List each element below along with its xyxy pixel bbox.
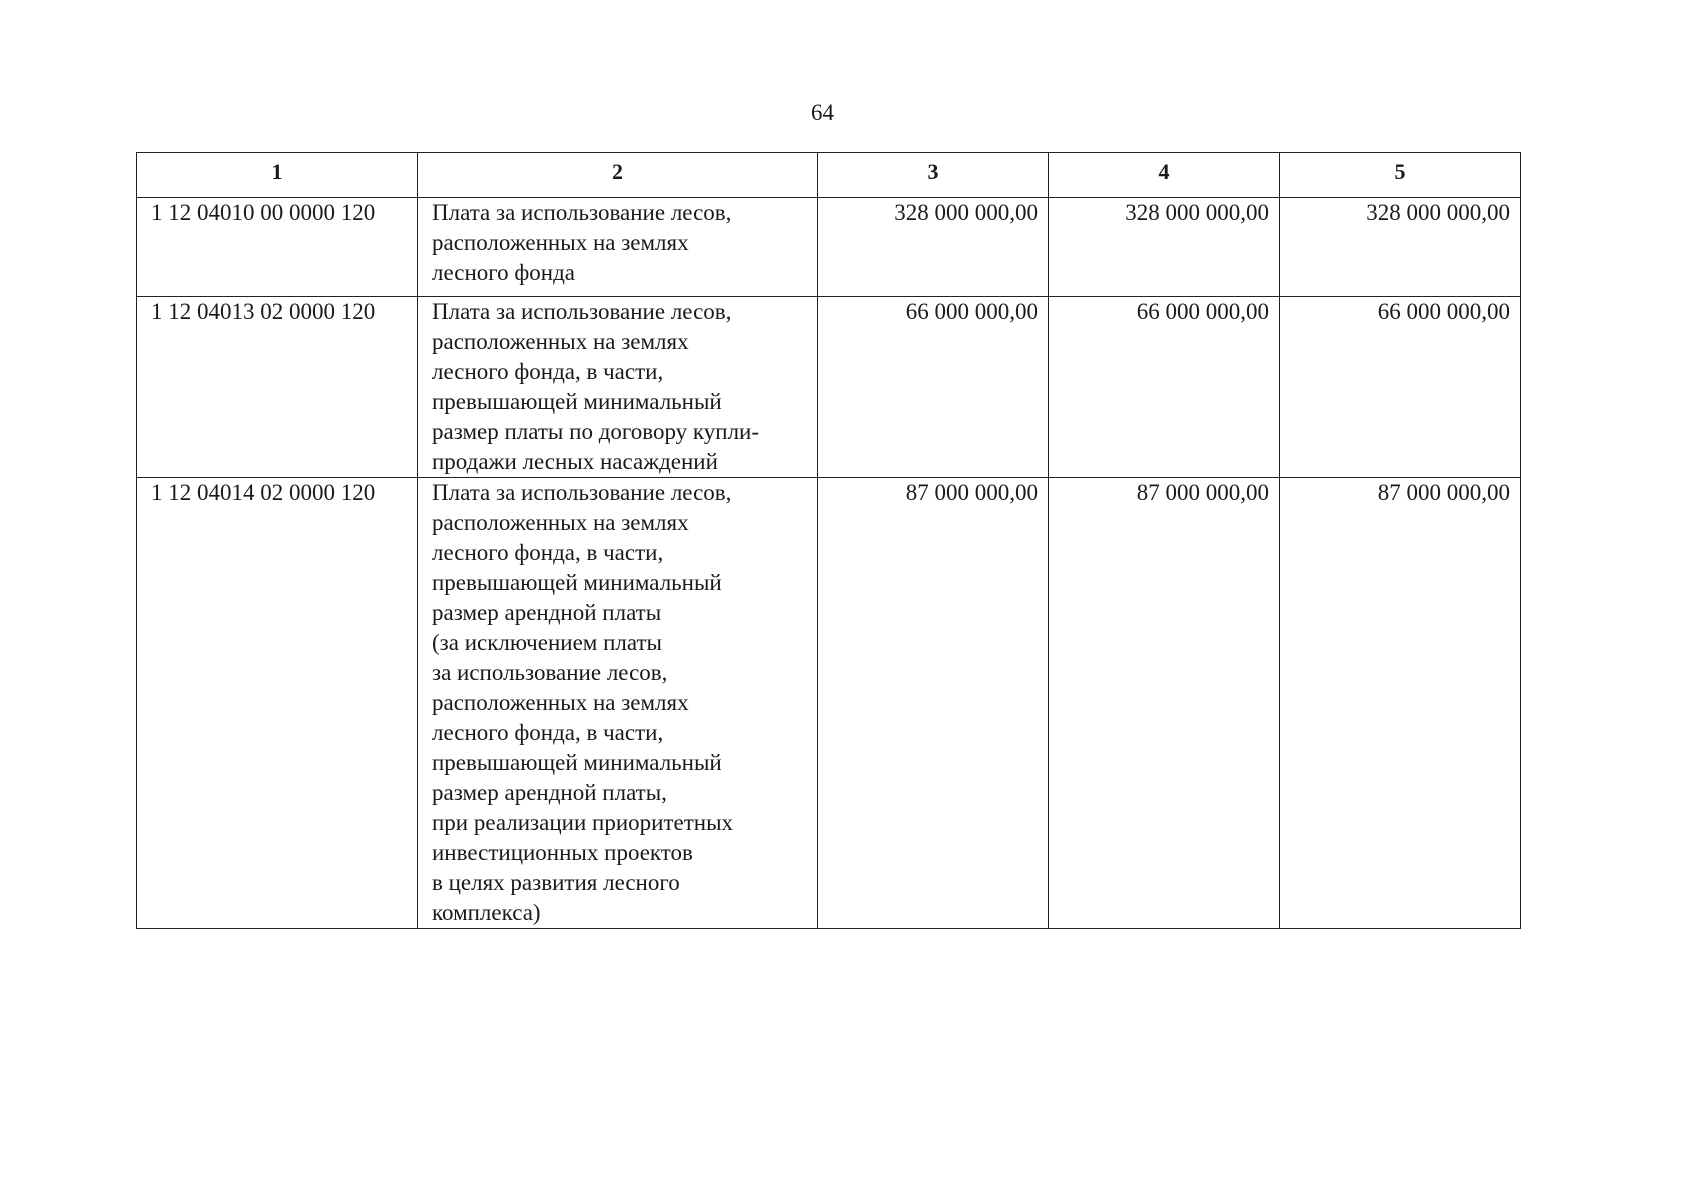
revenue-name-line: лесного фонда, в части, bbox=[432, 540, 664, 565]
budget-code-cell: 1 12 04010 00 0000 120 bbox=[137, 198, 418, 297]
column-header-2: 2 bbox=[418, 153, 818, 198]
revenue-name-line: в целях развития лесного bbox=[432, 870, 680, 895]
amount-col4-cell: 66 000 000,00 bbox=[1049, 297, 1280, 478]
revenue-name-line: при реализации приоритетных bbox=[432, 810, 734, 835]
amount-col4-cell: 328 000 000,00 bbox=[1049, 198, 1280, 297]
revenue-name-line: превышающей минимальный bbox=[432, 750, 722, 775]
revenue-name-line: превышающей минимальный bbox=[432, 389, 722, 414]
revenue-name-line: лесного фонда, в части, bbox=[432, 359, 664, 384]
amount-col3-cell: 328 000 000,00 bbox=[818, 198, 1049, 297]
amount-col5-cell: 87 000 000,00 bbox=[1280, 478, 1521, 929]
revenue-name-line: за использование лесов, bbox=[432, 660, 668, 685]
column-header-1: 1 bbox=[137, 153, 418, 198]
revenue-name-line: Плата за использование лесов, bbox=[432, 200, 732, 225]
revenue-name-cell bbox=[418, 297, 818, 478]
budget-code-cell: 1 12 04014 02 0000 120 bbox=[137, 478, 418, 929]
revenue-name-line: лесного фонда, в части, bbox=[432, 720, 664, 745]
amount-col3-cell: 87 000 000,00 bbox=[818, 478, 1049, 929]
table-row bbox=[137, 478, 1521, 929]
revenue-name-line: (за исключением платы bbox=[432, 630, 662, 655]
table-header-row bbox=[137, 153, 1521, 198]
revenue-name-line: лесного фонда bbox=[432, 260, 576, 285]
revenue-name-cell bbox=[418, 478, 818, 929]
amount-col3-cell: 66 000 000,00 bbox=[818, 297, 1049, 478]
amount-col5-cell: 328 000 000,00 bbox=[1280, 198, 1521, 297]
revenue-name-line: расположенных на землях bbox=[432, 230, 689, 255]
page-number: 64 bbox=[811, 100, 834, 125]
revenue-name-line: расположенных на землях bbox=[432, 690, 689, 715]
revenue-name-line: Плата за использование лесов, bbox=[432, 480, 732, 505]
amount-col4-cell: 87 000 000,00 bbox=[1049, 478, 1280, 929]
revenue-name-cell bbox=[418, 198, 818, 297]
revenue-name-line: расположенных на землях bbox=[432, 510, 689, 535]
revenue-name-line: продажи лесных насаждений bbox=[432, 449, 718, 474]
revenue-name-line: размер арендной платы, bbox=[432, 780, 667, 805]
revenue-name-line: комплекса) bbox=[432, 900, 541, 925]
column-header-3: 3 bbox=[818, 153, 1049, 198]
budget-code-cell: 1 12 04013 02 0000 120 bbox=[137, 297, 418, 478]
revenue-name-line: инвестиционных проектов bbox=[432, 840, 693, 865]
table-row bbox=[137, 297, 1521, 478]
revenue-name-line: размер платы по договору купли- bbox=[432, 419, 760, 444]
revenue-name-line: Плата за использование лесов, bbox=[432, 299, 732, 324]
budget-table bbox=[136, 152, 1521, 929]
revenue-name-line: размер арендной платы bbox=[432, 600, 662, 625]
column-header-4: 4 bbox=[1049, 153, 1280, 198]
column-header-5: 5 bbox=[1280, 153, 1521, 198]
revenue-name-line: расположенных на землях bbox=[432, 329, 689, 354]
revenue-name-line: превышающей минимальный bbox=[432, 570, 722, 595]
table-row bbox=[137, 198, 1521, 297]
amount-col5-cell: 66 000 000,00 bbox=[1280, 297, 1521, 478]
